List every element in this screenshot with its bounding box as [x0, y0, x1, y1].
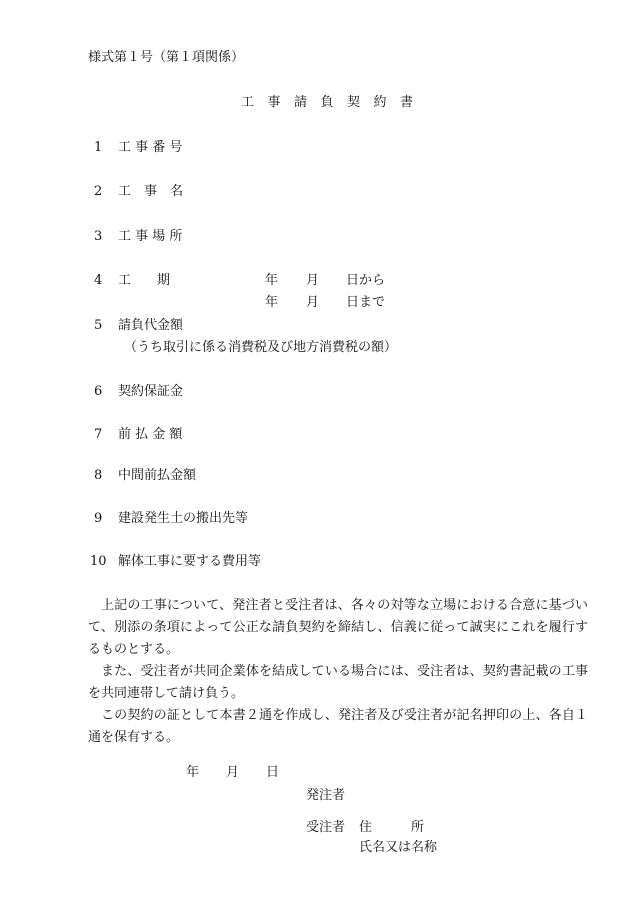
period-from-year: 年: [265, 273, 279, 288]
name-label: 氏名又は名称: [359, 840, 438, 855]
form-label: 様式第１号（第１項関係）: [88, 50, 245, 65]
period-to-year: 年: [265, 295, 279, 310]
address-label: 住 所: [359, 820, 425, 835]
period-to-month: 月: [306, 295, 320, 310]
document-title: 工事請負契約書: [241, 95, 427, 110]
item-label: 建設発生土の搬出先等: [118, 511, 249, 526]
period-to-day: 日まで: [346, 295, 386, 310]
item-label: 中間前払金額: [118, 468, 197, 483]
item-label: 解体工事に要する費用等: [118, 554, 262, 569]
date-day: 日: [266, 765, 280, 780]
period-from-month: 月: [306, 273, 320, 288]
item-number: 9: [94, 511, 103, 526]
paragraph-joint-venture: また、受注者が共同企業体を結成している場合には、受注者は、契約書記載の工事を共同連帯して請け負う。: [88, 664, 588, 701]
item-number: 4: [94, 273, 103, 288]
item-number: 1: [94, 140, 103, 155]
date-month: 月: [226, 765, 240, 780]
paragraph-agreement: 上記の工事について、発注者と受注者は、各々の対等な立場における合意に基づいて、別添の条項によって公正な請負契約を締結し、信義に従って誠実にこれを履行するものとする。: [88, 598, 588, 657]
item-label: 工 事 場 所: [118, 229, 183, 244]
tax-note: （うち取引に係る消費税及び地方消費税の額）: [124, 340, 398, 355]
item-number: 10: [90, 554, 107, 569]
item-label: 工 事 番 号: [118, 140, 183, 155]
item-label: 工 期: [118, 273, 171, 288]
item-number: 8: [94, 468, 103, 483]
orderer-label: 発注者: [306, 788, 346, 803]
contractor-label: 受注者: [306, 820, 346, 835]
period-from-day: 日から: [346, 273, 386, 288]
item-label: 前 払 金 額: [118, 427, 183, 442]
item-number: 3: [94, 229, 103, 244]
item-label: 契約保証金: [118, 384, 184, 399]
date-year: 年: [186, 765, 200, 780]
paragraph-copies: この契約の証として本書２通を作成し、発注者及び受注者が記名押印の上、各自１通を保有する。: [88, 708, 588, 745]
item-number: 5: [94, 318, 103, 333]
item-number: 6: [94, 384, 103, 399]
item-label: 工 事 名: [118, 184, 184, 199]
item-number: 2: [94, 184, 103, 199]
item-label: 請負代金額: [118, 318, 184, 333]
item-number: 7: [94, 427, 103, 442]
